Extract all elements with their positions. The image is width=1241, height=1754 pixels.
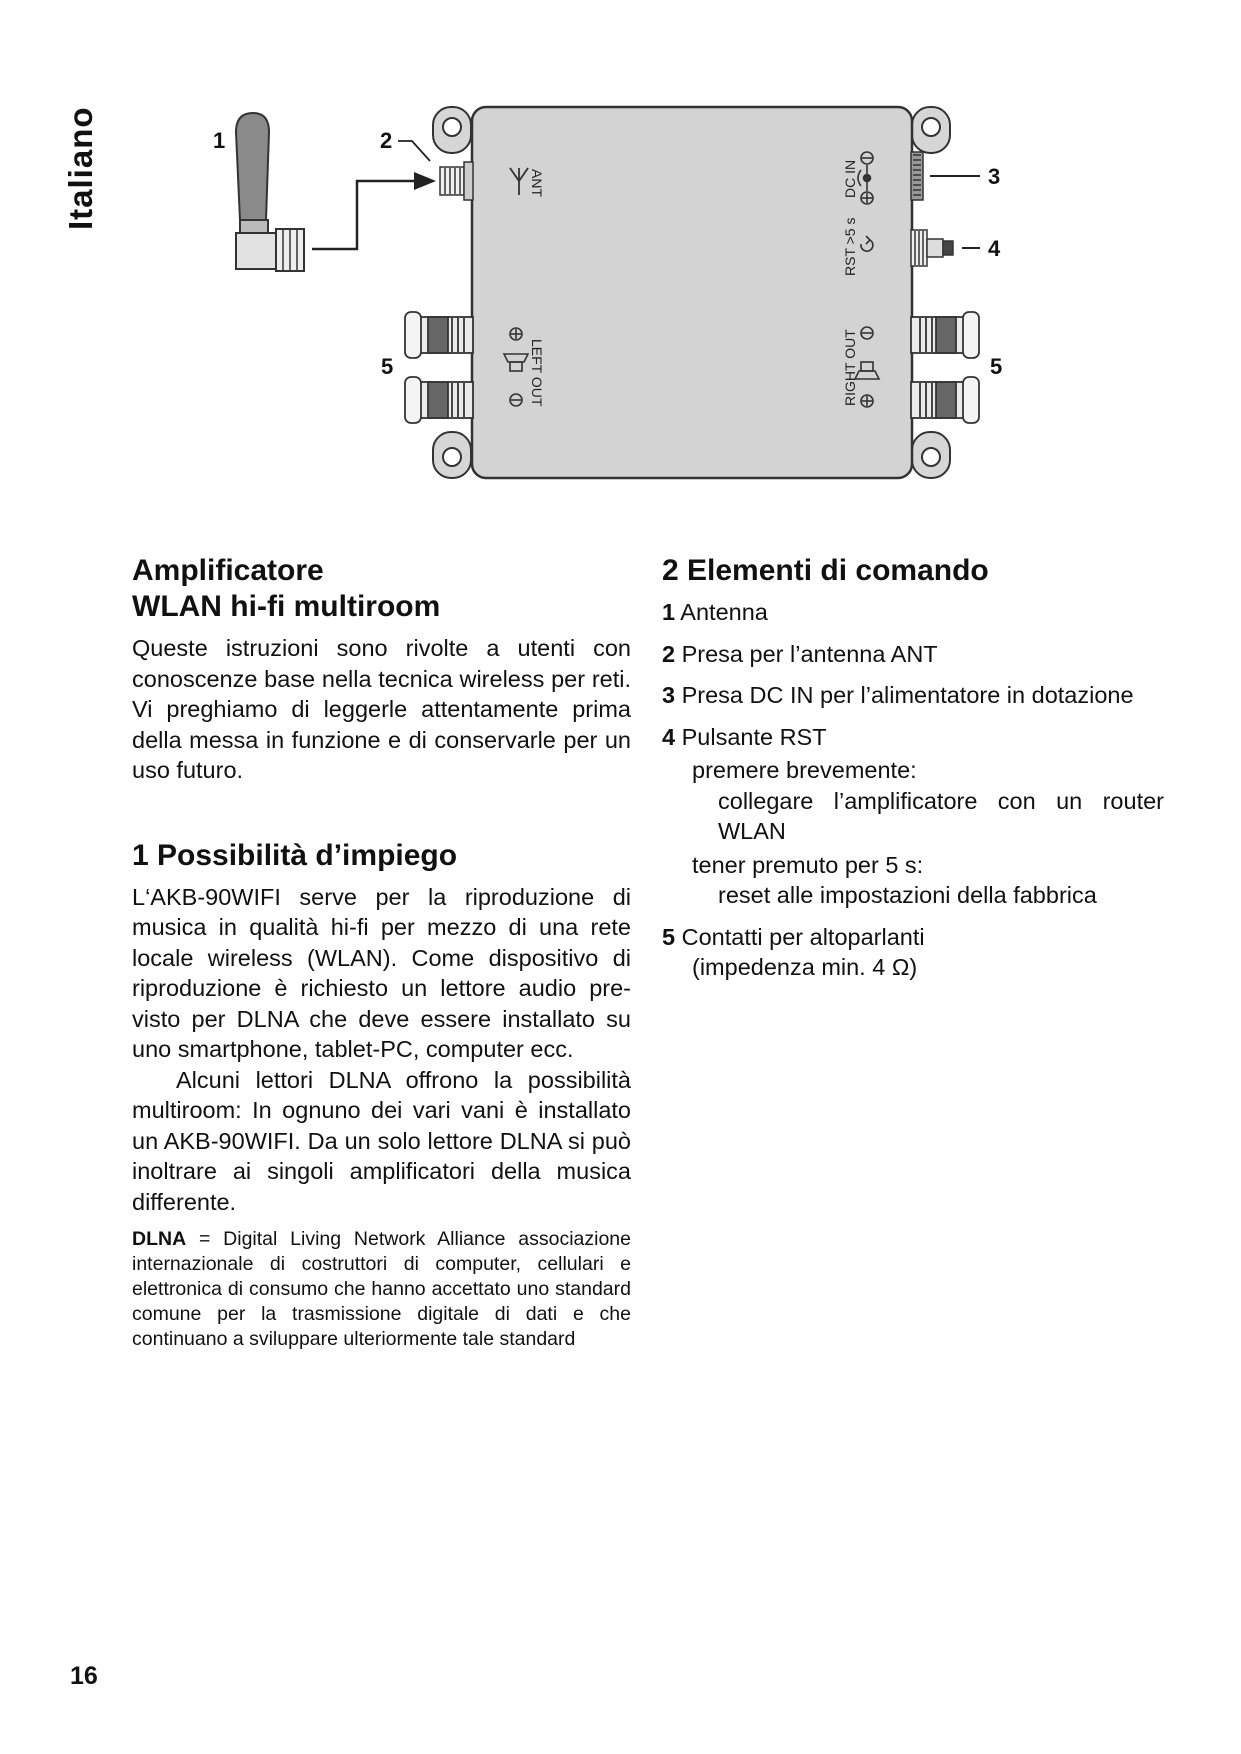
section1-paragraph2: Alcuni lettori DLNA offrono la possibilità multiroom: In ognuno dei vari vani è installato un AKB-90WIFI. Da un solo lettore DLNA si può inoltrare ai singoli amplificatori della musica differente. (132, 1066, 631, 1215)
callout-2: 2 (380, 128, 393, 153)
rst-short-action: collegare l’amplificatore con un router WLAN (718, 787, 1164, 844)
dlna-note-text: = Digital Living Network Alliance associazione internazionale di costruttori di computer, cellulari e elettronica di consumo che hanno accettato uno standard comune per la trasmissione digitale di dati e che continuano a sviluppare ulteriormente tale standard (132, 1228, 631, 1350)
intro-paragraph: Queste istruzioni sono rivolte a utenti con conoscenze base nella tecnica wireless per reti. Vi preghiamo di leggerle attentamente prima della messa in funzione e di conservarle per un uso futuro. (132, 635, 631, 783)
ant-socket (440, 162, 473, 200)
antenna-arrow (312, 181, 420, 249)
left-speaker-terminals (405, 312, 473, 423)
rst-label: RST >5 s (842, 217, 858, 276)
left-column (132, 553, 631, 1352)
rst-short-label: premere brevemente: (692, 757, 917, 783)
control-item-3: 3 Presa DC IN per l’alimentatore in dotazione (662, 682, 1134, 708)
speaker-impedance-note: (impedenza min. 4 Ω) (692, 954, 918, 980)
language-side-label: Italiano (62, 106, 99, 230)
dc-in-label: DC IN (842, 159, 858, 198)
antenna-illustration (236, 113, 304, 271)
document-title-line1: Amplificatore (132, 554, 324, 587)
section1-title: 1 Possibilità d’impiego (132, 838, 458, 872)
rst-long-action: reset alle impostazioni della fabbrica (718, 882, 1097, 908)
rst-button (911, 230, 953, 266)
section1-paragraph1: L‘AKB-90WIFI serve per la riproduzione di musica in qualità hi-fi per mezzo di una rete locale wireless (WLAN). Come dispositivo di riproduzione è richiesto un lettore audio previsto per DLNA che deve essere installato su uno smartphone, tablet-PC, computer ecc. (132, 883, 631, 1062)
dc-in-socket (911, 152, 923, 200)
control-item-1: 1 Antenna (662, 599, 768, 625)
right-column (662, 553, 1164, 983)
page-number: 16 (70, 1662, 98, 1690)
dlna-note (132, 1227, 631, 1352)
ant-label: ANT (529, 169, 545, 197)
control-item-4: 4 Pulsante RST (662, 723, 827, 750)
document-title-line2: WLAN hi-fi multiroom (132, 590, 441, 623)
control-item-2: 2 Presa per l’antenna ANT (662, 640, 938, 667)
control-item-5: 5 Contatti per altoparlanti (662, 923, 925, 950)
callout-3: 3 (988, 164, 1001, 189)
device-diagram (0, 0, 1241, 500)
section2-title: 2 Elementi di comando (662, 554, 989, 587)
right-speaker-terminals (911, 312, 979, 423)
rst-long-label: tener premuto per 5 s: (692, 851, 924, 878)
right-out-label: RIGHT OUT (842, 329, 858, 406)
callout-4: 4 (988, 236, 1001, 261)
dlna-note-term: DLNA (132, 1228, 187, 1250)
callout-5-left: 5 (381, 354, 394, 379)
left-out-label: LEFT OUT (529, 339, 545, 407)
callout-1: 1 (213, 128, 226, 153)
callout-5-right: 5 (990, 354, 1003, 379)
